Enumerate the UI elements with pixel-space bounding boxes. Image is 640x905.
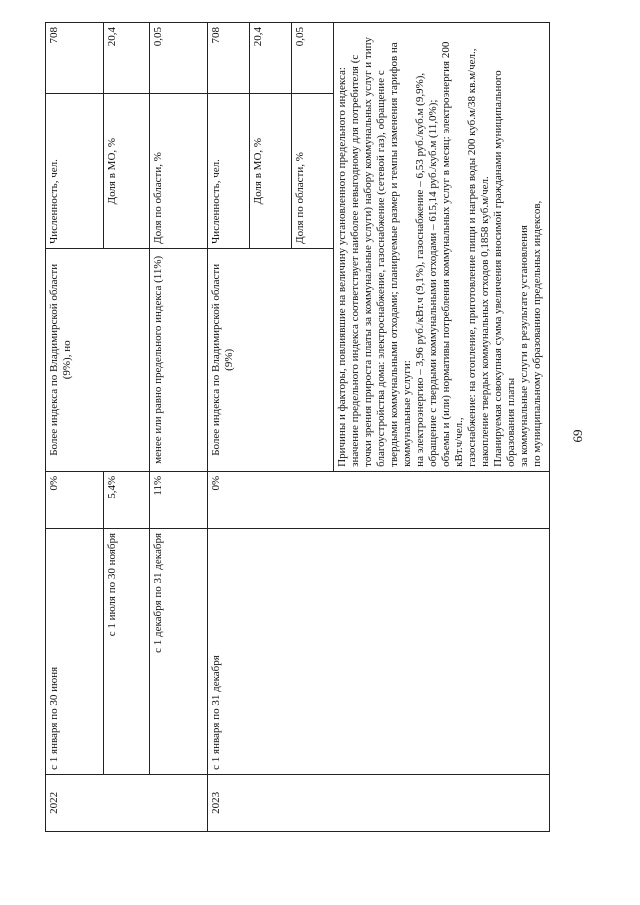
reasons-heading: Причины и факторы, повлиявшие на величину установленного предельного индекса: xyxy=(336,67,348,467)
indicator-cell: Доля по области, % xyxy=(150,94,208,248)
reasons-paragraph: Планируемая совокупная сумма увеличения вносимой гражданами муниципального образования платы xyxy=(491,70,517,467)
indicator-cell: Доля в МО, % xyxy=(250,94,292,248)
indicator-cell: Численность, чел. xyxy=(208,94,250,248)
indicator-cell: Доля по области, % xyxy=(292,94,334,248)
value-cell: 20,4 xyxy=(104,23,150,94)
indicator-cell: Доля в МО, % xyxy=(104,94,150,248)
value-cell: 708 xyxy=(46,23,104,94)
tariff-index-table xyxy=(45,22,550,832)
reasons-paragraph: на электроэнергию – 3,96 руб./кВт.ч (9,1%), газоснабжение – 6,53 руб./куб.м (9,9%), обращение с твердыми коммунальными отходами – 615,14 руб./куб.м (11,0%); xyxy=(413,72,439,467)
value-cell: 20,4 xyxy=(250,23,292,94)
document-page xyxy=(45,22,585,832)
reasons-paragraph: за коммунальные услуги в результате установления xyxy=(517,225,530,467)
indicator-cell: Численность, чел. xyxy=(46,94,104,248)
reasons-paragraph: объемы и (или) нормативы потребления коммунальных услуг в месяц: электроэнергия 200 кВт.ч/чел., xyxy=(439,41,465,467)
criterion-cell: менее или равно предельного индекса (11%) xyxy=(150,248,208,471)
percent-cell: 5,4% xyxy=(104,471,150,528)
table-row xyxy=(208,23,250,832)
criterion-cell: Более индекса по Владимирской области (9%), но xyxy=(46,248,150,471)
value-cell: 708 xyxy=(208,23,250,94)
reasons-cell xyxy=(334,23,550,472)
criterion-cell: Более индекса по Владимирской области (9%) xyxy=(208,248,334,471)
period-cell: с 1 июля по 30 ноября xyxy=(104,528,150,774)
period-cell: с 1 января по 30 июня xyxy=(46,528,104,774)
percent-cell: 0% xyxy=(208,471,550,528)
period-cell: с 1 декабря по 31 декабря xyxy=(150,528,208,774)
percent-cell: 0% xyxy=(46,471,104,528)
percent-cell: 11% xyxy=(150,471,208,528)
reasons-paragraph: значение предельного индекса соответствует наиболее невыгодному для потребителя (с точки зрения прироста платы за коммунальные услуги) набору коммунальных услуг и типу благоустройства дома: электроснабжение, газоснабжение (сетевой газ), обращение с твердыми коммунальными отходами; планируемые размер и темпы изменения тарифов на коммунальные услуги: xyxy=(348,37,413,467)
reasons-paragraph: по муниципальному образованию предельных индексов, xyxy=(530,200,543,467)
period-cell: с 1 января по 31 декабря xyxy=(208,528,550,774)
table-row xyxy=(46,23,104,832)
value-cell: 0,05 xyxy=(292,23,334,94)
year-cell: 2022 xyxy=(46,774,208,831)
value-cell: 0,05 xyxy=(150,23,208,94)
year-cell: 2023 xyxy=(208,774,550,831)
reasons-paragraph: газоснабжение: на отопление, приготовление пищи и нагрев воды 200 куб.м/38 кв.м/чел., накопление твердых коммунальных отходов 0,1858 куб.м/чел. xyxy=(465,48,491,467)
table-row xyxy=(150,23,208,832)
page-number: 69 xyxy=(570,429,585,443)
